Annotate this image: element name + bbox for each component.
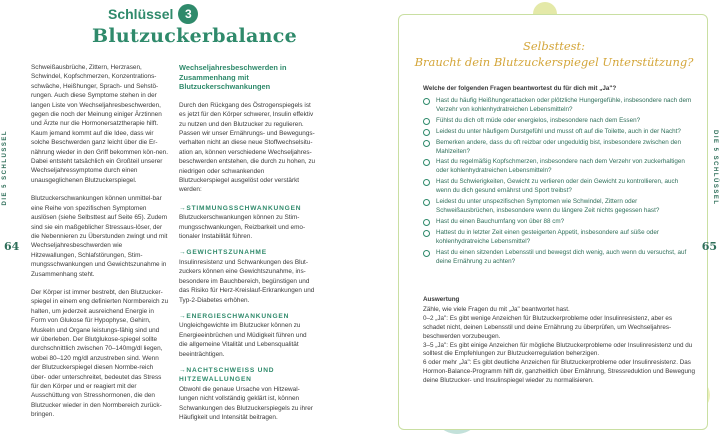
selftest-panel <box>398 14 708 430</box>
section-heading: Wechseljahresbeschwerden in Zusammenhang mit Blutzuckerschwankungen <box>179 63 287 92</box>
keyword-heading: →NACHTSCHWEISS UND HITZEWALLUNGEN <box>179 366 275 384</box>
checkbox-circle-icon[interactable] <box>423 98 430 105</box>
checklist-item-text: Leidest du unter unspezifischen Symptomen wie Schwindel, Zittern oder Schweißausbrüchen, insbesondere wenn du längere Zeit nichts gegessen hast? <box>436 198 660 214</box>
checklist-item[interactable] <box>423 229 693 247</box>
keyword-heading: →ENERGIESCHWANKUNGEN <box>179 312 290 320</box>
evaluation-text: Zähle, wie viele Fragen du mit „Ja" beantwortet hast. <box>423 305 570 313</box>
checkbox-circle-icon[interactable] <box>423 179 430 186</box>
side-label-right: DIE 5 SCHLÜSSEL <box>712 130 718 206</box>
checklist-item[interactable] <box>423 139 693 157</box>
checklist-item[interactable] <box>423 158 693 176</box>
keyword-text: Ungleichgewichte im Blutzucker können zu Energieeinbrüchen und Müdigkeit führen und die allgemeine Vitalität und Lebensqualität beeinträchtigen. <box>179 322 307 358</box>
checklist-item-text: Bemerken andere, dass du oft reizbar oder ungeduldig bist, insbesondere zwischen den Mahlzeiten? <box>436 138 682 155</box>
selftest-subtitle: Braucht dein Blutzuckerspiegel Unterstützung? <box>414 55 694 69</box>
checklist-item[interactable] <box>423 128 693 137</box>
chapter-title: Blutzuckerbalance <box>92 25 297 47</box>
checklist-item-text: Hast du Schwierigkeiten, Gewicht zu verlieren oder dein Gewicht zu kontrollieren, auch wenn du dich gesund ernährst und Sport treibst? <box>436 178 679 195</box>
checkbox-circle-icon[interactable] <box>423 159 430 166</box>
keyword-block <box>179 248 316 304</box>
text-column-b <box>179 63 316 429</box>
evaluation-text: 3–5 „Ja": Es gibt einige Anzeichen für mögliche Blutzuckerprobleme oder Insulinresistenz und du solltest die Empfehlungen zur Blutzuckerregulation beherzigen. <box>423 341 693 358</box>
checklist-item-text: Hast du häufig Heißhungerattacken oder plötzliche Hungergefühle, insbesondere nach dem Verzehr von kohlenhydratreichen Lebensmitteln? <box>436 97 692 113</box>
selftest-title: Selbsttest: <box>522 39 586 53</box>
checklist-item[interactable] <box>423 198 693 216</box>
evaluation-text: 0–2 „Ja": Es gibt wenige Anzeichen für Blutzuckerprobleme oder Insulinresistenz, aber es schadet nicht, deinen Lebensstil und deine Ernährung zu überprüfen, um Wechseljahres-beschwerden vorzubeugen. <box>423 314 672 340</box>
paragraph: Durch den Rückgang des Östrogenspiegels ist es jetzt für den Körper schwerer, Insulin effektiv zu nutzen und den Blutzucker zu regulieren. Passen wir unser Ernährungs- und Bewegungs-verhalten nicht an diese neue Stoffwechselsitu-ation an, können verschiedene Wechseljahres-beschwerden entstehen, die durch zu hohen, zu niedrigen oder schwankenden Blutzuckerspiegel ausgelöst oder verstärkt werden: <box>179 101 316 194</box>
paragraph: Schweißausbrüche, Zittern, Herzrasen, Schwindel, Kopfschmerzen, Konzentrations-schwäche, Heißhunger, Sprach- und Sehstö-rungen. Auch diese Symptome stehen in der langen Liste von Wechseljahresbeschwerden, gegen die noch der Meinung einiger Ärztinnen und Ärzte nur die Hormonersatztherapie hilft. Kaum jemand kommt auf die Idee, dass wir solche Beschwerden ganz leicht über die Er-nährung wieder in den Griff bekommen kön-nen. Dabei entsteht tatsächlich ein Großteil unserer Wechseljahressymptome durch einen unausgeglichenen Blutzuckerspiegel. <box>31 64 169 184</box>
checklist-item[interactable] <box>423 97 693 115</box>
keyword-text: Obwohl die genaue Ursache von Hitzewal-lungen nicht vollständig geklärt ist, können Schwankungen des Blutzuckerspiegels zu ihrer Häufigkeit und Intensität beitragen. <box>179 385 313 421</box>
schluessel-label <box>108 4 297 24</box>
side-label-left: DIE 5 SCHLÜSSEL <box>2 130 8 206</box>
paragraph: Blutzuckerschwankungen können unmittel-bar eine Reihe von spezifischen Symptomen auslösen (siehe Selbsttest auf Seite 65). Zudem sind sie ein maßgeblicher Stressaus-löser, der die Nebennieren zu Überstunden zwingt und mit Wechseljahresbeschwerden wie Hitzewallungen, Schlafstörungen, Stim-mungsschwankungen und Gewichtszunahme in Zusammenhang steht. <box>31 195 168 278</box>
keyword-text: Blutzuckerschwankungen können zu Stim-mungsschwankungen, Reizbarkeit und emo-tionaler Instabilität führen. <box>179 214 306 241</box>
evaluation-text: 6 oder mehr „Ja": Es gibt deutliche Anzeichen für Blutzuckerprobleme oder Insulinresistenz. Das Hormon-Balance-Programm hilft dir, ganzheitlich über Ernährung, Stressreduktion und Bewegung deine Blutzucker- und Insulinspiegel wieder zu normalisieren. <box>423 359 695 385</box>
checkbox-circle-icon[interactable] <box>423 118 430 125</box>
checklist-item-text: Fühlst du dich oft müde oder energielos, insbesondere nach dem Essen? <box>436 116 641 124</box>
checklist-item-text: Leidest du unter häufigem Durstgefühl und musst oft auf die Toilette, auch in der Nacht? <box>436 127 681 135</box>
checklist-item[interactable] <box>423 178 693 196</box>
checklist-item[interactable] <box>423 249 693 267</box>
schluessel-number-badge: 3 <box>178 4 198 24</box>
checkbox-circle-icon[interactable] <box>423 140 430 147</box>
checklist <box>423 97 693 268</box>
paragraph: Der Körper ist immer bestrebt, den Blutzucker-spiegel in einem eng definierten Normbereich zu halten, um jederzeit ausreichend Energie in Form von Glukose für Hypophyse, Gehirn, Muskeln und Organe leistungs-fähig sind und wir überleben. Der Blutglukose-spiegel sollte durchschnittlich zwischen 70–140mg/dl liegen, wobei 80–120 mg/dl anzustreben sind. Wenn der Blutzuckerspiegel diesen Normbe-reich über- oder unterschreitet, bedeutet das Stress für den Körper und er reagiert mit der Ausschüttung von Stresshormonen, die den Blutzucker wieder in den Normbereich zurück-bringen. <box>31 288 169 419</box>
text-column-a <box>31 63 169 429</box>
keyword-text: Insulinresistenz und Schwankungen des Blut-zuckers können eine Gewichtszunahme, ins-besondere im Bauchbereich, begünstigen und das Risiko für Herz-Kreislauf-Erkrankungen und Typ-2-Diabetes erhöhen. <box>179 258 315 304</box>
keyword-heading: →STIMMUNGSSCHWANKUNGEN <box>179 204 302 212</box>
keyword-block <box>179 312 316 359</box>
checkbox-circle-icon[interactable] <box>423 199 430 206</box>
keyword-heading: →GEWICHTSZUNAHME <box>179 249 267 257</box>
checkbox-circle-icon[interactable] <box>423 230 430 237</box>
page-number-left: 64 <box>4 240 20 253</box>
evaluation-heading: Auswertung <box>423 296 460 303</box>
checklist-item[interactable] <box>423 117 693 126</box>
checklist-item-text: Hast du einen Bauchumfang von über 88 cm? <box>436 217 565 225</box>
checkbox-circle-icon[interactable] <box>423 129 430 136</box>
keyword-block <box>179 366 316 422</box>
checklist-item[interactable] <box>423 218 693 227</box>
checkbox-circle-icon[interactable] <box>423 250 430 257</box>
schluessel-text: Schlüssel <box>108 6 174 22</box>
page-number-right: 65 <box>701 240 717 253</box>
checklist-item-text: Hast du regelmäßig Kopfschmerzen, insbesondere nach dem Verzehr von zuckerhaltigen oder kohlenhydratreichen Lebensmitteln? <box>436 158 685 175</box>
selftest-question: Welche der folgenden Fragen beantwortest du für dich mit „Ja"? <box>423 85 617 92</box>
chapter-header <box>92 4 297 47</box>
keyword-block <box>179 204 316 242</box>
checkbox-circle-icon[interactable] <box>423 219 430 226</box>
checklist-item-text: Hast du einen sitzenden Lebensstil und bewegst dich wenig, auch wenn du versuchst, auf deine Ernährung zu achten? <box>436 248 687 265</box>
evaluation <box>423 296 695 386</box>
checklist-item-text: Hattest du in letzter Zeit einen gesteigerten Appetit, insbesondere auf süße oder kohlenhydratreiche Lebensmittel? <box>436 228 659 245</box>
